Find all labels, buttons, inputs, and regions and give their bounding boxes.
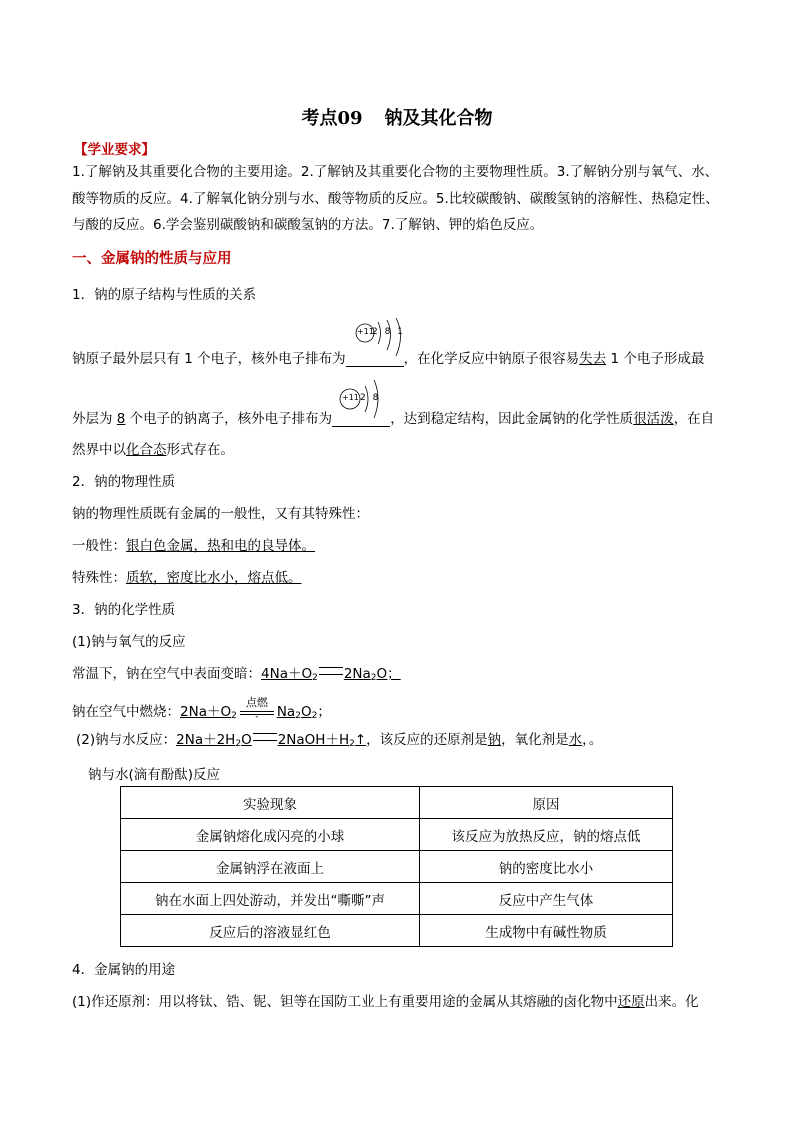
table-row	[121, 851, 673, 883]
table-cell: 反应后的溶液显红色	[121, 915, 420, 947]
table-header-cell: 原因	[420, 787, 673, 819]
table-cell: 金属钠浮在液面上	[121, 851, 420, 883]
subsection-heading: 4．金属钠的用途	[72, 962, 176, 978]
table-cell: 该反应为放热反应，钠的熔点低	[420, 819, 673, 851]
subsection-heading: 3．钠的化学性质	[72, 602, 176, 618]
subsection-heading: 1．钠的原子结构与性质的关系	[72, 287, 257, 303]
table-header-row	[121, 787, 673, 819]
requirements-line: 酸等物质的反应。4.了解氧化钠分别与水、酸等物质的反应。5.比较碳酸钠、碳酸氢钠的溶解性、热稳定性、	[72, 191, 719, 207]
paragraph-atom-structure: 外层为 8 个电子的钠离子，核外电子排布为 ，达到稳定结构，因此金属钠的化学性质很活泼，在自	[72, 411, 715, 427]
table-cell: 钠在水面上四处游动，并发出“嘶嘶”声	[121, 883, 420, 915]
ion-shell-label: 2 8	[360, 393, 381, 403]
table-cell: 反应中产生气体	[420, 883, 673, 915]
requirements-line: 与酸的反应。6.学会鉴别碳酸钠和碳酸氢钠的方法。7.了解钠、钾的焰色反应。	[72, 217, 544, 233]
usage-paragraph: (1)作还原剂：用以将钛、锆、铌、钽等在国防工业上有重要用途的金属从其熔融的卤化物中还原出来。化	[72, 994, 699, 1010]
physical-intro: 钠的物理性质既有金属的一般性，又有其特殊性：	[72, 506, 369, 522]
paragraph-atom-structure: 然界中以化合态形式存在。	[72, 442, 234, 458]
sodium-shell-label: 2 8 1	[372, 327, 405, 337]
requirements-tag: 【学业要求】	[74, 142, 155, 158]
table-row	[121, 819, 673, 851]
reaction-burning: 钠在空气中燃烧：$2Na+O_2$ 点燃 - $Na_2O_2$；	[72, 696, 331, 722]
sodium-nucleus-label: +11	[357, 327, 374, 336]
section-heading: 一、金属钠的性质与应用	[72, 251, 232, 267]
reaction-water: (2)钠与水反应：$2Na+2H_2O$ $2NaOH+H_2↑$，该反应的还原剂是钠，氧化剂是水，。	[76, 732, 603, 749]
table-row	[121, 883, 673, 915]
physical-special: 特殊性：质软，密度比水小，熔点低。	[72, 570, 302, 586]
paragraph-atom-structure: 钠原子最外层只有 1 个电子，核外电子排布为 ，在化学反应中钠原子很容易失去 1 个电子形成最	[72, 351, 705, 367]
table-row	[121, 915, 673, 947]
table-cell: 金属钠熔化成闪亮的小球	[121, 819, 420, 851]
page-title: 考点09 钠及其化合物	[301, 108, 493, 129]
experiment-table	[120, 786, 673, 947]
requirements-line: 1.了解钠及其重要化合物的主要用途。2.了解钠及其重要化合物的主要物理性质。3.了解钠分别与氧气、水、	[72, 164, 719, 180]
ion-nucleus-label: +11	[342, 393, 359, 402]
physical-general: 一般性：银白色金属，热和电的良导体。	[72, 538, 315, 554]
table-cell: 生成物中有碱性物质	[420, 915, 673, 947]
table-header-cell: 实验现象	[121, 787, 420, 819]
reaction-condition: 点燃 -	[240, 698, 274, 724]
reaction-subheading: (1)钠与氧气的反应	[72, 634, 186, 650]
reaction-room-temp: 常温下，钠在空气中表面变暗：$4Na+O_2$ $2Na_2O$；	[72, 666, 401, 683]
subsection-heading: 2．钠的物理性质	[72, 474, 176, 490]
table-cell: 钠的密度比水小	[420, 851, 673, 883]
table-caption: 钠与水(滴有酚酞)反应	[88, 767, 221, 783]
